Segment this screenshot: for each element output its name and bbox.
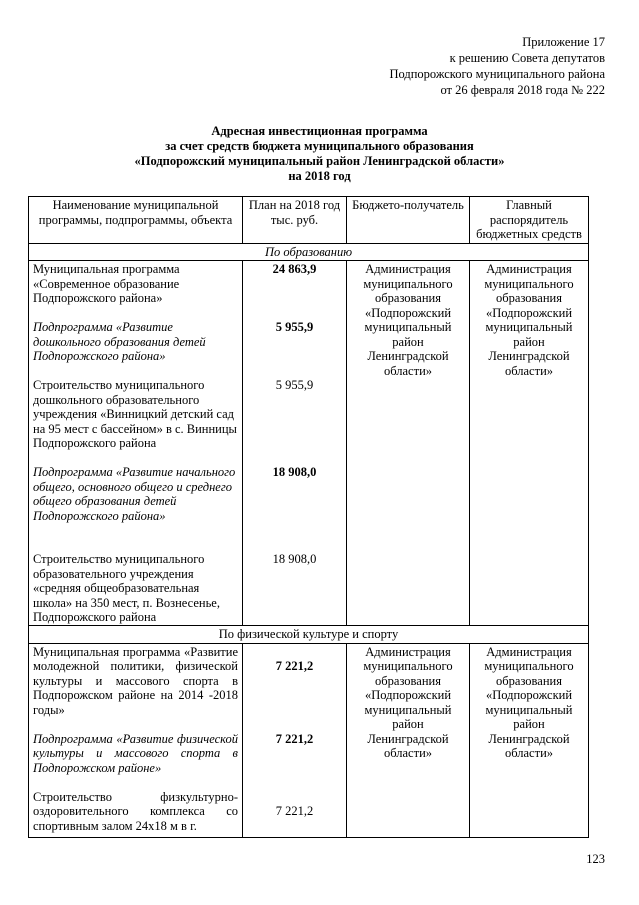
education-obj1-value: 5 955,9 xyxy=(275,378,314,392)
education-names-cell xyxy=(29,261,243,626)
section-sport-row xyxy=(29,626,589,644)
header-plan: План на 2018 год тыс. руб. xyxy=(243,197,347,244)
section-education-row xyxy=(29,243,589,261)
title-line-1: Адресная инвестиционная программа xyxy=(211,124,428,138)
education-manager: Администрация муниципального образования «Подпорожский муниципальный район Ленинградской области» xyxy=(470,261,589,626)
education-plan-cell xyxy=(243,261,347,626)
investment-program-table xyxy=(28,196,589,838)
appendix-line-3: Подпорожского муниципального района xyxy=(389,67,605,81)
education-sub1-value: 5 955,9 xyxy=(275,320,314,334)
sport-program-value: 7 221,2 xyxy=(275,658,314,673)
appendix-line-4: от 26 февраля 2018 года № 222 xyxy=(440,83,605,97)
sport-plan-cell xyxy=(243,643,347,837)
title-line-2: за счет средств бюджета муниципального образования xyxy=(165,139,474,153)
education-obj1-name: Строительство муниципального дошкольного образовательного учреждения «Винницкий детский сад на 95 мест с бассейном» в с. Винницы Подпорожского района xyxy=(33,378,237,450)
title-line-4: на 2018 год xyxy=(288,169,351,183)
document-title xyxy=(0,124,639,184)
education-obj2-value: 18 908,0 xyxy=(272,552,317,566)
section-education-title: По образованию xyxy=(29,243,589,261)
sport-sub1-value: 7 221,2 xyxy=(275,731,314,746)
education-recipient: Администрация муниципального образования «Подпорожский муниципальный район Ленинградской области» xyxy=(347,261,470,626)
education-program-value: 24 863,9 xyxy=(272,262,317,276)
appendix-line-2: к решению Совета депутатов xyxy=(449,51,605,65)
title-line-3: «Подпорожский муниципальный район Ленинградской области» xyxy=(134,154,505,168)
table-header-row xyxy=(29,197,589,244)
sport-obj1-value: 7 221,2 xyxy=(275,803,314,818)
appendix-header xyxy=(389,34,605,98)
sport-names-cell xyxy=(29,643,243,837)
sport-recipient: Администрация муниципального образования «Подпорожский муниципальный район Ленинградской области» xyxy=(347,643,470,837)
header-name: Наименование муниципальной программы, подпрограммы, объекта xyxy=(29,197,243,244)
education-obj2-name: Строительство муниципального образовательного учреждения «средняя общеобразовательная школа» на 350 мест, п. Вознесенье, Подпорожского района xyxy=(33,552,220,624)
education-sub1-name: Подпрограмма «Развитие дошкольного образования детей Подпорожского района» xyxy=(33,320,206,363)
section-sport-title: По физической культуре и спорту xyxy=(29,626,589,644)
sport-manager: Администрация муниципального образования «Подпорожский муниципальный район Ленинградской области» xyxy=(470,643,589,837)
page-number: 123 xyxy=(586,852,605,866)
appendix-line-1: Приложение 17 xyxy=(522,35,605,49)
sport-obj1-name: Строительство физкультурно-оздоровительного комплекса со спортивным залом 24х18 м в г. xyxy=(33,789,238,833)
education-sub2-name: Подпрограмма «Развитие начального общего, основного общего и среднего общего образования детей Подпорожского района» xyxy=(33,465,236,523)
education-program-name: Муниципальная программа «Современное образование Подпорожского района» xyxy=(33,262,180,305)
sport-program-name: Муниципальная программа «Развитие молодежной политики, физической культуры и массового спорта в Подпорожском районе на 2014 -2018 годы» xyxy=(33,644,238,717)
table-row-education xyxy=(29,261,589,626)
header-recipient: Бюджето-получатель xyxy=(347,197,470,244)
education-sub2-value: 18 908,0 xyxy=(272,465,317,479)
header-manager: Главный распорядитель бюджетных средств xyxy=(470,197,589,244)
table-row-sport xyxy=(29,643,589,837)
sport-sub1-name: Подпрограмма «Развитие физической культуры и массового спорта в Подпорожском районе» xyxy=(33,731,238,775)
